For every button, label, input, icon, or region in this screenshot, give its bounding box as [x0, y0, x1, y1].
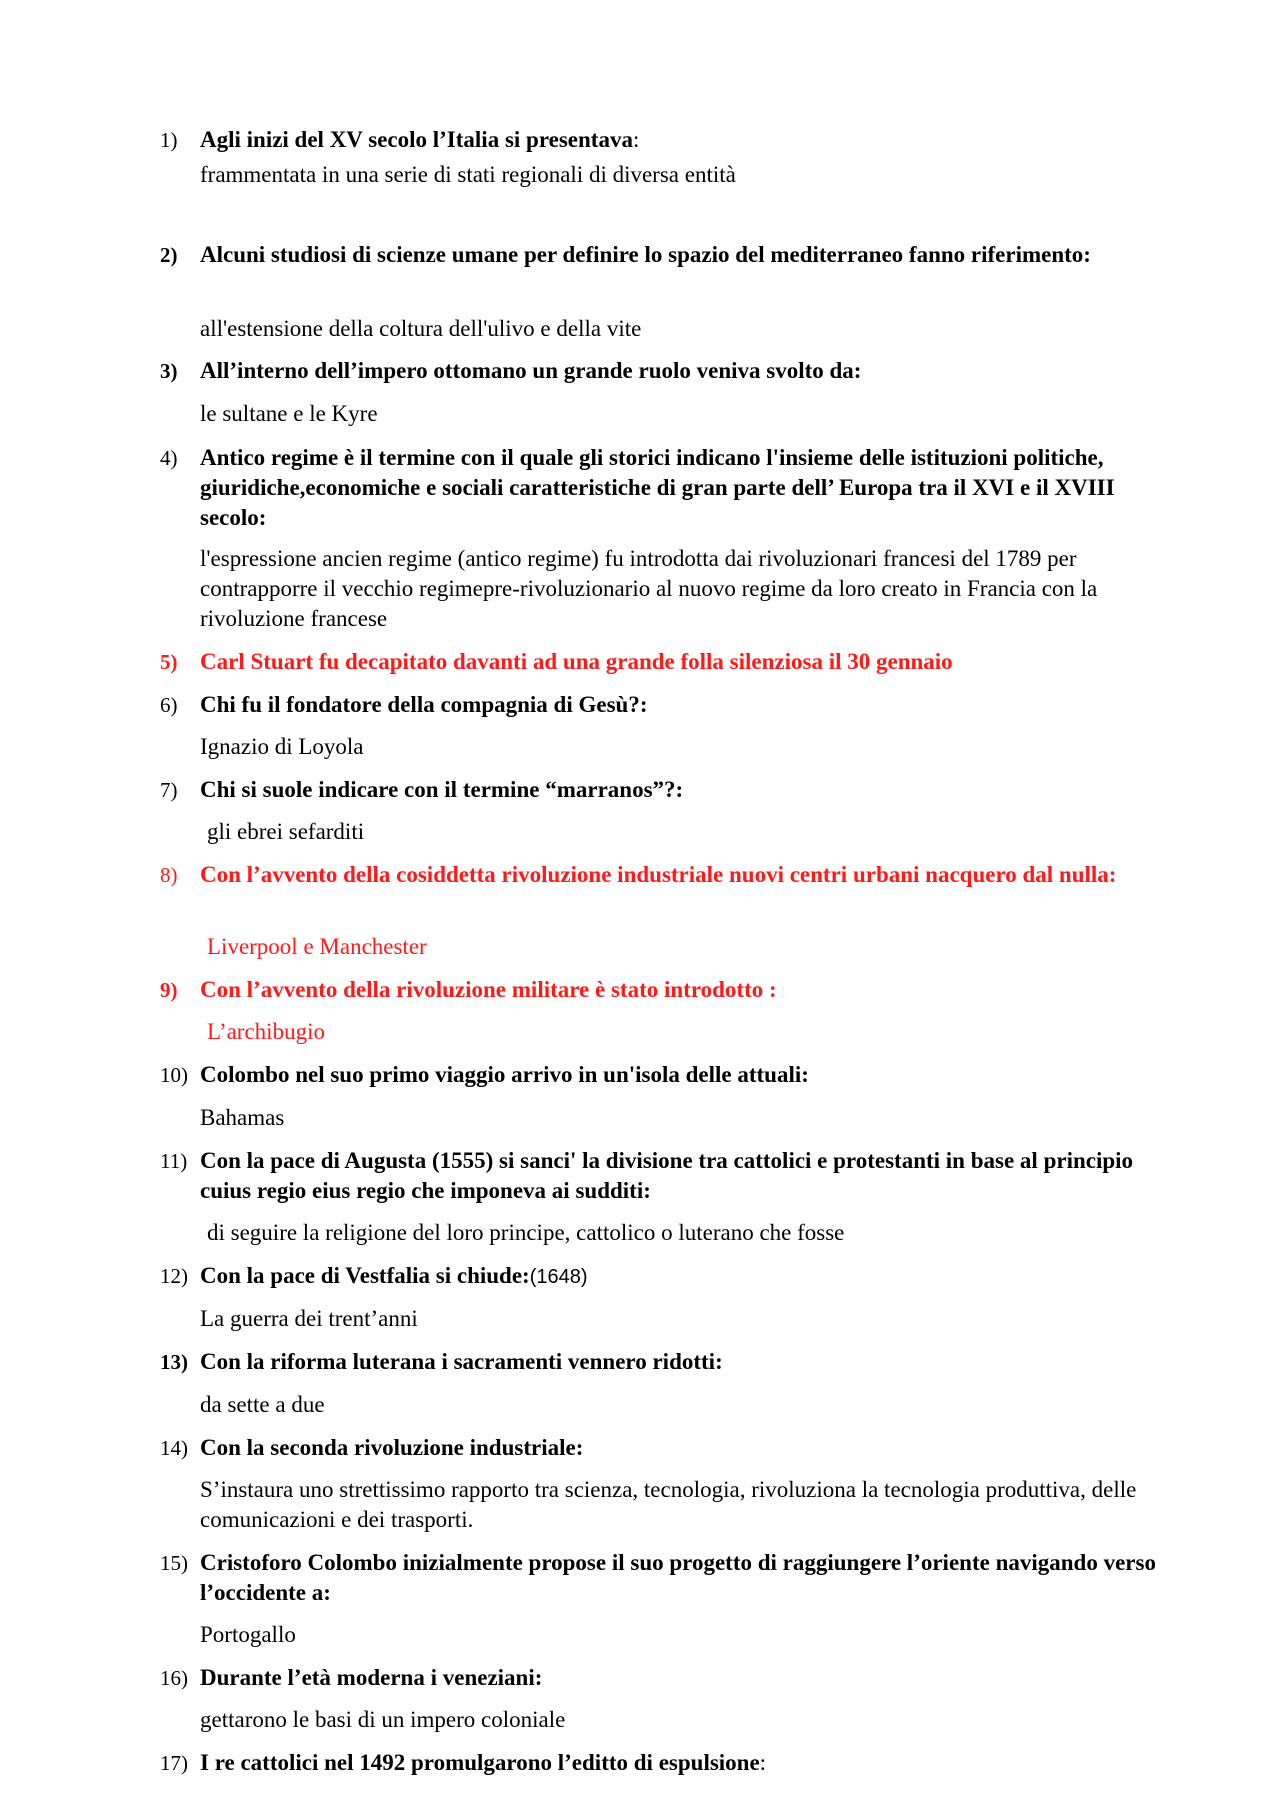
question-text [200, 125, 1170, 155]
answer-text: S’instaura uno strettissimo rapporto tra scienza, tecnologia, rivoluziona la tecnologia produttiva, delle comunicazioni e dei trasporti. [200, 1477, 1137, 1532]
answer-text: gettarono le basi di un impero coloniale [200, 1707, 566, 1732]
question-text: Con la riforma luterana i sacramenti vennero ridotti: [200, 1349, 723, 1374]
item-number: 9) [160, 978, 178, 1002]
item-number: 1) [160, 128, 178, 152]
answer-text: frammentata in una serie di stati regionali di diversa entità [200, 162, 736, 187]
question-suffix: : [759, 1750, 767, 1775]
question-suffix: : [632, 127, 640, 152]
item-number: 10) [160, 1063, 188, 1087]
answer-text: all'estensione della coltura dell'ulivo e della vite [200, 316, 642, 341]
question-text: Con l’avvento della rivoluzione militare è stato introdotto : [200, 977, 777, 1002]
answer-text: gli ebrei sefarditi [207, 819, 365, 844]
item-number: 4) [160, 446, 178, 470]
item-number: 15) [160, 1551, 188, 1575]
question-text: Con la seconda rivoluzione industriale: [200, 1435, 584, 1460]
item-number: 17) [160, 1751, 188, 1775]
answer-text: Ignazio di Loyola [200, 734, 364, 759]
item-number: 2) [160, 243, 178, 267]
item-number: 12) [160, 1264, 188, 1288]
question-text: Durante l’età moderna i veneziani: [200, 1665, 543, 1690]
question-text: Con l’avvento della cosiddetta rivoluzione industriale nuovi centri urbani nacquero dal nulla: [200, 862, 1117, 887]
question-main: I re cattolici nel 1492 promulgarono l’editto di espulsione [200, 1750, 760, 1775]
item-number: 7) [160, 778, 178, 802]
item-number: 5) [160, 650, 178, 674]
item-number: 13) [160, 1350, 188, 1374]
answer-text: da sette a due [200, 1392, 325, 1417]
answer-text: di seguire la religione del loro principe, cattolico o luterano che fosse [207, 1220, 845, 1245]
question-text: Carl Stuart fu decapitato davanti ad una grande folla silenziosa il 30 gennaio [200, 649, 953, 674]
item-number: 8) [160, 863, 178, 887]
item-number: 3) [160, 359, 178, 383]
question-text: Con la pace di Augusta (1555) si sanci' la divisione tra cattolici e protestanti in base al principio cuius regio eius regio che imponeva ai sudditi: [200, 1148, 1134, 1203]
answer-text: le sultane e le Kyre [200, 401, 378, 426]
question-text: Antico regime è il termine con il quale gli storici indicano l'insieme delle istituzioni politiche, giuridiche,economiche e sociali caratteristiche di gran parte dell’ Europa tra il XVI e il XVIII secolo: [200, 445, 1115, 530]
question-main: Agli inizi del XV secolo l’Italia si presentava [200, 127, 633, 152]
item-number: 6) [160, 693, 178, 717]
question-text [200, 1261, 1170, 1292]
question-suffix: (1648) [529, 1266, 588, 1288]
question-main: Con la pace di Vestfalia si chiude: [200, 1263, 530, 1288]
answer-text: Portogallo [200, 1622, 296, 1647]
answer-text: L’archibugio [207, 1019, 325, 1044]
question-text: All’interno dell’impero ottomano un grande ruolo veniva svolto da: [200, 358, 862, 383]
item-number: 11) [160, 1149, 188, 1173]
question-text: Colombo nel suo primo viaggio arrivo in un'isola delle attuali: [200, 1062, 809, 1087]
answer-text: Bahamas [200, 1105, 285, 1130]
item-number: 14) [160, 1436, 188, 1460]
question-text: Cristoforo Colombo inizialmente propose il suo progetto di raggiungere l’oriente navigando verso l’occidente a: [200, 1550, 1156, 1605]
question-text: Alcuni studiosi di scienze umane per definire lo spazio del mediterraneo fanno riferimento: [200, 242, 1091, 267]
answer-text: La guerra dei trent’anni [200, 1306, 418, 1331]
item-number: 16) [160, 1666, 188, 1690]
answer-text: l'espressione ancien regime (antico regime) fu introdotta dai rivoluzionari francesi del 1789 per contrapporre il vecchio regimepre-rivoluzionario al nuovo regime da loro creato in Francia con la rivoluzione francese [200, 546, 1098, 631]
answer-text: Liverpool e Manchester [207, 934, 427, 959]
question-text: Chi fu il fondatore della compagnia di Gesù?: [200, 692, 648, 717]
question-text: Chi si suole indicare con il termine “marranos”?: [200, 777, 684, 802]
question-text [200, 1748, 1170, 1778]
